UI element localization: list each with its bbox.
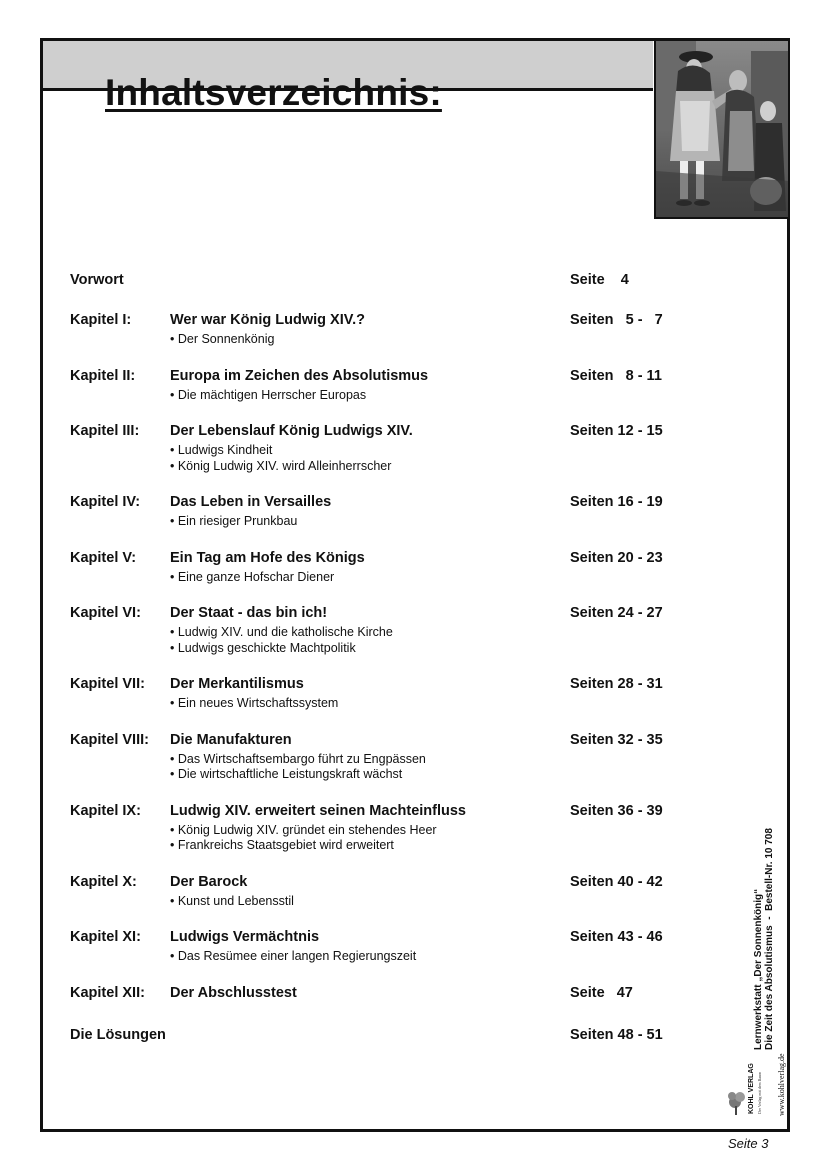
subtopic-item: • Kunst und Lebensstil <box>170 893 294 908</box>
chapter-label: Kapitel III: <box>70 423 140 439</box>
subtopic-item: • Die wirtschaftliche Leistungskraft wächst <box>170 767 403 781</box>
chapter-label: Kapitel IX: <box>70 802 141 819</box>
toc-entry <box>70 730 680 783</box>
subtopic-item: • Ludwigs Kindheit <box>170 443 273 457</box>
toc-row <box>70 310 680 332</box>
toc-entry <box>70 1025 680 1047</box>
page-range: Seiten 36 - 39 <box>570 802 663 819</box>
toc-entry <box>70 366 680 404</box>
chapter-title: Das Leben in Versailles <box>170 494 332 510</box>
toc-row <box>70 421 680 443</box>
subtopic-item: • Der Sonnenkönig <box>170 332 275 346</box>
page-range: Seiten 16 - 19 <box>570 494 663 510</box>
chapter-title: Der Abschlusstest <box>170 984 297 1001</box>
page-range: Seiten 20 - 23 <box>570 549 663 566</box>
toc-row <box>70 983 680 1005</box>
tree-logo-icon <box>727 1052 767 1118</box>
chapter-label: Kapitel VII: <box>70 676 145 692</box>
chapter-label: Kapitel X: <box>70 873 137 890</box>
chapter-title: Wer war König Ludwig XIV.? <box>170 312 365 328</box>
subtopic-list <box>70 752 680 783</box>
toc-entry <box>70 674 680 712</box>
page-title: Inhaltsverzeichnis: <box>105 72 442 113</box>
subtopic-list <box>70 696 680 712</box>
subtopic-list <box>70 443 680 474</box>
toc-entry <box>70 492 680 530</box>
toc-row <box>70 927 680 949</box>
toc-entry <box>70 603 680 656</box>
toc-row <box>70 674 680 696</box>
page-range: Seiten 28 - 31 <box>570 676 663 692</box>
toc-entry <box>70 801 680 854</box>
chapter-title: Ludwigs Vermächtnis <box>170 929 320 945</box>
toc-entry <box>70 927 680 965</box>
subtopic-list <box>70 949 680 965</box>
toc-entry <box>70 421 680 474</box>
chapter-title: Die Manufakturen <box>170 731 292 748</box>
louis-xiv-portrait-image <box>654 41 788 219</box>
page-range: Seiten 12 - 15 <box>570 423 663 439</box>
toc-row <box>70 492 680 514</box>
chapter-label: Kapitel IV: <box>70 494 141 510</box>
subtopic-item: • Ludwigs geschickte Machtpolitik <box>170 640 356 655</box>
chapter-title: Ein Tag am Hofe des Königs <box>170 549 365 566</box>
subtopic-item: • Die mächtigen Herrscher Europas <box>170 387 367 402</box>
chapter-title: Ludwig XIV. erweitert seinen Machteinfluss <box>170 802 466 819</box>
chapter-title: Der Lebenslauf König Ludwigs XIV. <box>170 423 413 439</box>
toc-row <box>70 548 680 570</box>
subtopic-item: • Ein neues Wirtschaftssystem <box>170 696 339 710</box>
chapter-label: Kapitel II: <box>70 367 136 384</box>
toc-entry <box>70 270 680 292</box>
subtopic-item: • Ludwig XIV. und die katholische Kirche <box>170 625 393 639</box>
publisher-url: www.kohlverlag.de <box>777 1053 786 1116</box>
page-range: Seiten 40 - 42 <box>570 873 663 890</box>
toc-row <box>70 872 680 894</box>
page-range: Seiten 43 - 46 <box>570 929 663 945</box>
page-range: Seiten 8 - 11 <box>570 367 662 384</box>
subtopic-list <box>70 332 680 348</box>
chapter-label: Kapitel XI: <box>70 929 141 945</box>
toc-row <box>70 730 680 752</box>
chapter-title: Der Barock <box>170 873 248 890</box>
page-range: Seiten 24 - 27 <box>570 605 663 621</box>
chapter-label: Kapitel V: <box>70 549 137 566</box>
page-range: Seite 47 <box>570 984 633 1001</box>
toc-entry <box>70 983 680 1005</box>
page-range: Seite 4 <box>570 272 629 288</box>
toc-row <box>70 603 680 625</box>
chapter-label: Kapitel VI: <box>70 605 141 621</box>
toc-entry <box>70 548 680 586</box>
toc-row <box>70 366 680 388</box>
logo-text: KOHL VERLAG <box>748 1063 755 1114</box>
chapter-title: Europa im Zeichen des Absolutismus <box>170 367 429 384</box>
chapter-label: Die Lösungen <box>70 1026 166 1043</box>
order-number: Die Zeit des Absolutismus - Bestell-Nr. 10 708 <box>764 828 775 1050</box>
subtopic-item: • König Ludwig XIV. wird Alleinherrscher <box>170 458 392 473</box>
chapter-label: Kapitel VIII: <box>70 731 149 748</box>
subtopic-list <box>70 894 680 910</box>
page-range: Seiten 5 - 7 <box>570 312 663 328</box>
subtopic-list <box>70 388 680 404</box>
page-range: Seiten 32 - 35 <box>570 731 663 748</box>
portrait-illustration <box>656 41 788 217</box>
publisher-logo <box>727 1052 767 1118</box>
toc-entry <box>70 872 680 910</box>
subtopic-list <box>70 514 680 530</box>
toc-row <box>70 801 680 823</box>
subtopic-item: • Ein riesiger Prunkbau <box>170 514 298 528</box>
publication-info <box>753 810 775 1050</box>
subtopic-list <box>70 823 680 854</box>
chapter-label: Vorwort <box>70 272 124 288</box>
subtopic-item: • Das Wirtschaftsembargo führt zu Engpässen <box>170 751 426 766</box>
chapter-title: Der Staat - das bin ich! <box>170 605 328 621</box>
subtopic-list <box>70 570 680 586</box>
logo-tagline: Der Verlag mit dem Baum <box>757 1071 762 1114</box>
toc-row <box>70 270 680 292</box>
toc-entry <box>70 310 680 348</box>
subtopic-item: • König Ludwig XIV. gründet ein stehendes Heer <box>170 822 437 837</box>
chapter-label: Kapitel XII: <box>70 984 145 1001</box>
page-range: Seiten 48 - 51 <box>570 1026 663 1043</box>
chapter-label: Kapitel I: <box>70 312 132 328</box>
subtopic-list <box>70 625 680 656</box>
page-number: Seite 3 <box>728 1136 769 1151</box>
subtopic-item: • Eine ganze Hofschar Diener <box>170 569 335 584</box>
subtopic-item: • Das Resümee einer langen Regierungszeit <box>170 949 417 963</box>
series-title: Lernwerkstatt „Der Sonnenkönig“ <box>753 888 764 1050</box>
subtopic-item: • Frankreichs Staatsgebiet wird erweitert <box>170 838 394 852</box>
toc-row <box>70 1025 680 1047</box>
table-of-contents <box>70 232 680 1047</box>
chapter-title: Der Merkantilismus <box>170 676 304 692</box>
